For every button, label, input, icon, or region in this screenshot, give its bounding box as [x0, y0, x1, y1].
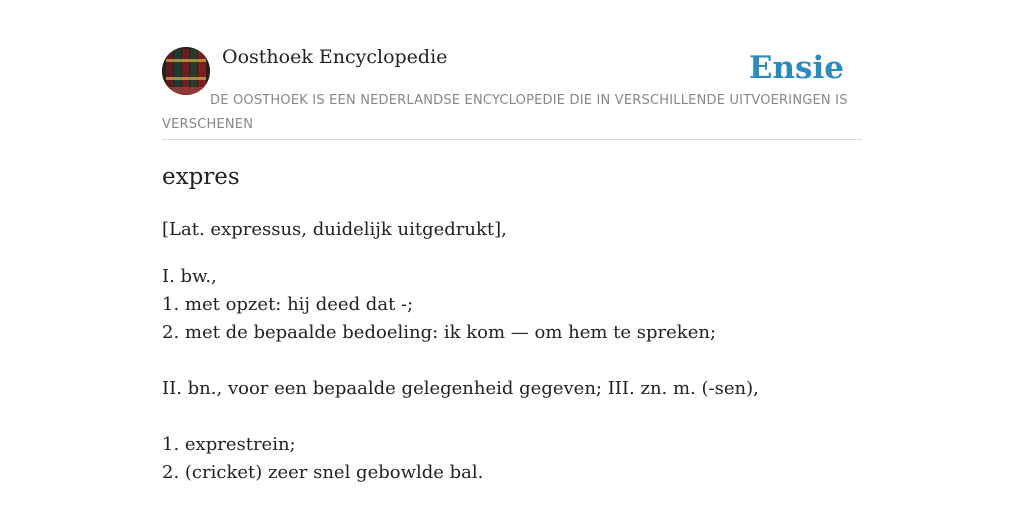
- definition-line: 1. exprestrein;: [162, 434, 296, 455]
- definition-line: II. bn., voor een bepaalde gelegenheid gegeven; III. zn. m. (-sen),: [162, 378, 759, 399]
- line-gap: [162, 347, 862, 375]
- entry-term: expres: [162, 164, 240, 190]
- definition-line: 2. (cricket) zeer snel gebowlde bal.: [162, 462, 484, 483]
- site-tagline: DE OOSTHOEK IS EEN NEDERLANDSE ENCYCLOPEDIE DIE IN VERSCHILLENDE UITVOERINGEN IS VERSCHENEN: [162, 93, 848, 132]
- definition-line: I. bw.,: [162, 266, 217, 287]
- page: [162, 0, 862, 483]
- definition-line: 1. met opzet: hij deed dat -;: [162, 294, 414, 315]
- ensie-brand-link[interactable]: Ensie: [748, 50, 844, 86]
- site-title[interactable]: Oosthoek Encyclopedie: [222, 46, 448, 68]
- entry-definition: [162, 216, 862, 487]
- line-gap: [162, 403, 862, 431]
- encyclopedia-books-avatar[interactable]: [162, 47, 210, 95]
- definition-line: 2. met de bepaalde bedoeling: ik kom — om hem te spreken;: [162, 322, 717, 343]
- site-header: [162, 0, 862, 140]
- entry-etymology: [Lat. expressus, duidelijk uitgedrukt],: [162, 219, 507, 240]
